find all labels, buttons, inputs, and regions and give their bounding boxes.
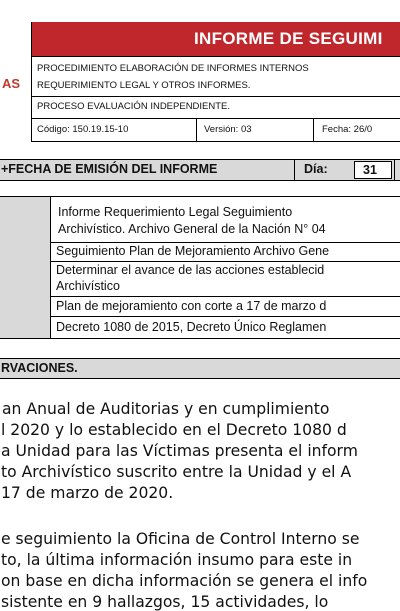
report-title-banner	[31, 22, 400, 56]
paragraph-2-line-1: e seguimiento la Oficina de Control Interno se	[1, 530, 360, 548]
info-row-1-line-2: Archivístico. Archivo General de la Nación N° 04	[58, 222, 326, 236]
info-row-3-line-2: Archivístico	[56, 279, 120, 293]
header-rule	[31, 118, 400, 119]
day-label: Día:	[304, 162, 328, 176]
info-row-2: Seguimiento Plan de Mejoramiento Archivo Gene	[56, 244, 330, 258]
emission-divider	[294, 159, 295, 180]
document-code: Código: 150.19.15-10	[37, 124, 129, 135]
info-table-rule	[0, 196, 400, 197]
header-rule	[31, 56, 400, 57]
observations-heading: RVACIONES.	[1, 361, 78, 375]
document-date: Fecha: 26/0	[322, 124, 373, 135]
info-row-4: Plan de mejoramiento con corte a 17 de marzo d	[56, 299, 327, 313]
paragraph-1-line-2: l 2020 y lo establecido en el Decreto 1080 d	[1, 421, 347, 439]
paragraph-2-line-2: to, la última información insumo para este in	[1, 551, 353, 569]
header-rule	[31, 141, 400, 142]
document-version: Versión: 03	[204, 124, 252, 135]
info-table-rule	[50, 296, 400, 297]
emission-divider	[394, 159, 395, 180]
day-value: 31	[363, 163, 377, 177]
header-divider	[196, 118, 197, 141]
info-row-3-line-1: Determinar el avance de las acciones establecid	[56, 263, 325, 277]
day-value-box	[354, 161, 392, 179]
logo-fragment: AS	[2, 76, 21, 91]
header-divider	[313, 118, 314, 141]
procedure-line-2: REQUERIMIENTO LEGAL Y OTROS INFORMES.	[37, 80, 251, 91]
header-rule	[31, 96, 400, 97]
info-table-rule	[50, 242, 400, 243]
info-table-rule	[50, 316, 400, 317]
info-table-label-column	[0, 196, 50, 339]
info-row-1-line-1: Informe Requerimiento Legal Seguimiento	[58, 205, 293, 219]
header-left-border	[31, 22, 32, 142]
process-name: PROCESO EVALUACIÓN INDEPENDIENTE.	[37, 101, 231, 112]
info-table-rule	[0, 338, 400, 339]
emission-date-label: +FECHA DE EMISIÓN DEL INFORME	[1, 162, 218, 176]
paragraph-1-line-5: 17 de marzo de 2020.	[1, 484, 174, 502]
info-table-divider	[50, 196, 51, 339]
paragraph-1-line-3: a Unidad para las Víctimas presenta el inform	[1, 442, 358, 460]
info-row-5: Decreto 1080 de 2015, Decreto Único Reglamen	[56, 320, 327, 334]
procedure-line-1: PROCEDIMIENTO ELABORACIÓN DE INFORMES INTERNOS	[37, 63, 309, 74]
paragraph-1-line-4: to Archivístico suscrito entre la Unidad y el A	[1, 463, 352, 481]
paragraph-2-line-3: on base en dicha información se genera el info	[1, 572, 368, 590]
report-title: INFORME DE SEGUIMI	[194, 29, 383, 48]
paragraph-2-line-4: sistente en 9 hallazgos, 15 actividades, lo	[1, 593, 329, 611]
info-table-rule	[50, 261, 400, 262]
paragraph-1-line-1: an Anual de Auditorias y en cumplimiento	[2, 400, 330, 418]
